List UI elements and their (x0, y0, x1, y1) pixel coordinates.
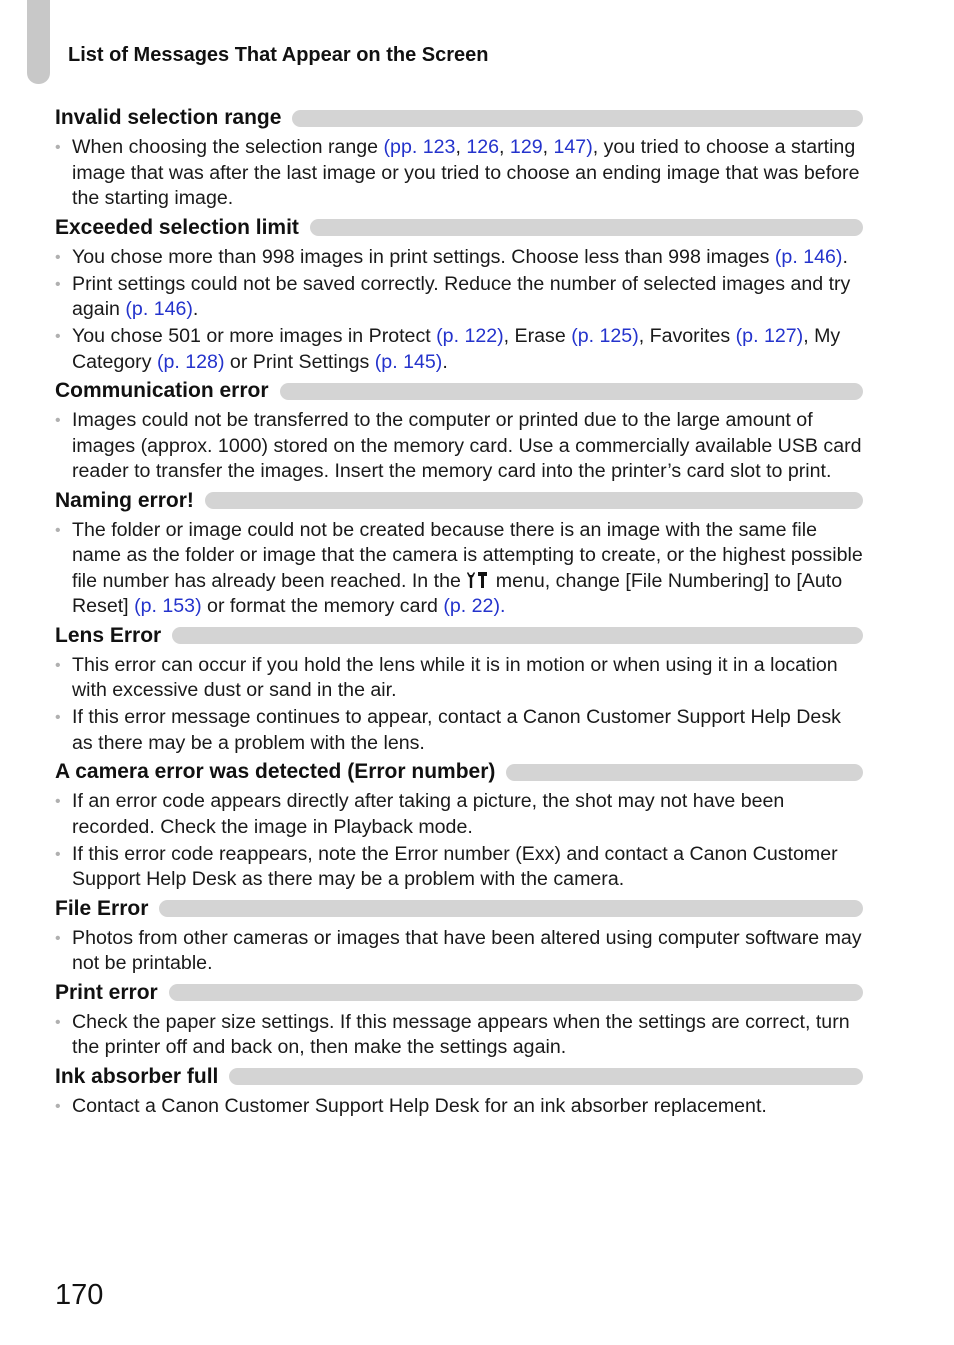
page-reference-link[interactable]: . (499, 595, 506, 617)
message-section (55, 104, 863, 212)
bullet-item (55, 518, 863, 620)
section-heading (55, 104, 863, 132)
bullet-item (55, 272, 863, 323)
bullet-item (55, 1010, 863, 1061)
running-header: List of Messages That Appear on the Screen (68, 44, 489, 66)
bullet-list (55, 653, 863, 757)
bullet-text: Check the paper size settings. If this message appears when the settings are correct, turn the printer off and back on, then make the settings again. (72, 1010, 850, 1058)
wrench-tools-icon (466, 571, 490, 589)
bullet-item (55, 705, 863, 756)
bullet-text: You chose 501 or more images in Protect (72, 325, 437, 347)
page-reference-link[interactable]: (pp. 123 (383, 136, 456, 158)
bullet-text: This error can occur if you hold the lens while it is in motion or when using it in a location with excessive dust or sand in the air. (72, 653, 838, 701)
section-rule (292, 110, 863, 127)
bullet-item (55, 842, 863, 893)
section-title: Lens Error (55, 623, 162, 647)
bullet-text: , Favorites (638, 325, 736, 347)
page-reference-link[interactable]: 129 (509, 136, 543, 158)
page-number: 170 (55, 1279, 104, 1311)
bullet-dot-icon: • (55, 275, 61, 293)
page-reference-link[interactable]: (p. 128) (156, 350, 225, 373)
section-title: Ink absorber full (55, 1064, 219, 1088)
section-rule (280, 383, 863, 400)
section-rule (169, 984, 863, 1001)
bullet-text: or Print Settings (224, 350, 375, 373)
bullet-text: If this error code reappears, note the Error number (Exx) and contact a Canon Customer Support Help Desk as there may be a problem with the camera. (72, 842, 838, 890)
page-reference-link[interactable]: (p. 127) (735, 325, 804, 347)
bullet-dot-icon: • (55, 248, 61, 266)
section-heading (55, 979, 863, 1007)
bullet-dot-icon: • (55, 328, 61, 345)
page-reference-link[interactable]: (p. 22) (443, 595, 500, 617)
message-section (55, 895, 863, 977)
bullet-text: , (455, 136, 467, 158)
bullet-list (55, 926, 863, 977)
page-reference-link[interactable]: (p. 153) (134, 595, 202, 617)
page-reference-link[interactable]: (p. 125) (571, 325, 639, 347)
page-reference-link[interactable]: 147) (553, 136, 593, 158)
section-rule (172, 627, 863, 644)
bullet-text: . (192, 298, 199, 320)
bullet-text: If an error code appears directly after taking a picture, the shot may not have been recorded. Check the image in Playback mode. (72, 790, 785, 838)
bullet-dot-icon: • (55, 845, 61, 863)
section-rule (229, 1068, 863, 1085)
bullet-item (55, 135, 863, 212)
page-reference-link[interactable]: (p. 146) (774, 245, 843, 268)
bullet-text: The folder or image could not be created because there is an image with the same file name as the folder or image that the camera is attempting to create, or the highest possible file number has already been reached. In the (72, 518, 863, 592)
message-section (55, 487, 863, 620)
bullet-dot-icon: • (55, 412, 61, 429)
section-title: Communication error (55, 379, 269, 402)
section-heading (55, 622, 863, 650)
message-section (55, 622, 863, 757)
bullet-dot-icon: • (55, 793, 61, 810)
message-section (55, 758, 863, 893)
page-reference-link[interactable]: 126 (466, 136, 500, 158)
bullet-list (55, 1094, 863, 1120)
page-reference-link[interactable]: (p. 145) (374, 350, 443, 373)
bullet-list (55, 1010, 863, 1061)
section-rule (159, 900, 863, 917)
section-rule (205, 492, 863, 509)
chapter-side-tab (27, 0, 50, 84)
page-reference-link[interactable]: (p. 122) (436, 325, 504, 347)
bullet-dot-icon: • (55, 656, 61, 674)
section-title: Exceeded selection limit (55, 215, 299, 239)
message-section (55, 1063, 863, 1120)
section-title: Naming error! (55, 488, 194, 512)
bullet-list (55, 408, 863, 485)
bullet-list (55, 789, 863, 893)
message-list (55, 104, 863, 1121)
bullet-dot-icon: • (55, 139, 61, 156)
section-heading (55, 895, 863, 923)
bullet-text: menu, change [File Numbering] to [Auto Reset] (72, 569, 843, 617)
bullet-text: Images could not be transferred to the computer or printed due to the large amount of images (approx. 1000) stored on the memory card. Use a commercially available USB card reader to transfer the images. Insert the memory card into the printer’s card slot to print. (72, 409, 862, 482)
bullet-item (55, 926, 863, 977)
bullet-list (55, 245, 863, 376)
bullet-text: , (499, 136, 510, 158)
bullet-text: , you tried to choose a starting image that was after the last image or you tried to choose an ending image that was before the starting image. (72, 136, 860, 209)
bullet-item (55, 324, 863, 375)
bullet-item (55, 653, 863, 704)
message-section (55, 979, 863, 1061)
bullet-dot-icon: • (55, 709, 61, 726)
page-reference-link[interactable]: (p. 146) (125, 298, 193, 320)
section-heading (55, 377, 863, 405)
message-section (55, 214, 863, 376)
bullet-dot-icon: • (55, 1097, 61, 1115)
section-title: Invalid selection range (55, 106, 282, 129)
section-title: File Error (55, 896, 149, 920)
bullet-dot-icon: • (55, 1013, 61, 1031)
section-heading (55, 758, 863, 786)
bullet-list (55, 518, 863, 620)
bullet-text: , My Category (72, 325, 841, 373)
bullet-dot-icon: • (55, 521, 61, 539)
bullet-text: You chose more than 998 images in print settings. Choose less than 998 images (72, 245, 775, 268)
bullet-dot-icon: • (55, 929, 61, 947)
bullet-item (55, 408, 863, 485)
section-title: Print error (55, 980, 158, 1004)
bullet-item (55, 245, 863, 271)
bullet-list (55, 135, 863, 212)
bullet-text: . (442, 350, 448, 373)
bullet-text: Photos from other cameras or images that have been altered using computer software may not be printable. (72, 926, 862, 974)
bullet-text: , (542, 136, 554, 158)
section-title: A camera error was detected (Error number) (55, 760, 496, 783)
section-heading (55, 1063, 863, 1091)
bullet-text: If this error message continues to appear, contact a Canon Customer Support Help Desk as there may be a problem with the lens. (72, 706, 841, 754)
section-heading (55, 214, 863, 242)
bullet-text: Contact a Canon Customer Support Help Desk for an ink absorber replacement. (72, 1094, 767, 1117)
message-section (55, 377, 863, 485)
bullet-text: , Erase (503, 325, 572, 347)
bullet-item (55, 1094, 863, 1120)
bullet-text: When choosing the selection range (72, 136, 384, 158)
section-heading (55, 487, 863, 515)
section-rule (310, 219, 863, 236)
section-rule (506, 764, 863, 781)
bullet-item (55, 789, 863, 840)
bullet-text: or format the memory card (201, 595, 444, 617)
bullet-text: . (842, 245, 848, 268)
bullet-text: Print settings could not be saved correctly. Reduce the number of selected images and try again (72, 272, 851, 320)
